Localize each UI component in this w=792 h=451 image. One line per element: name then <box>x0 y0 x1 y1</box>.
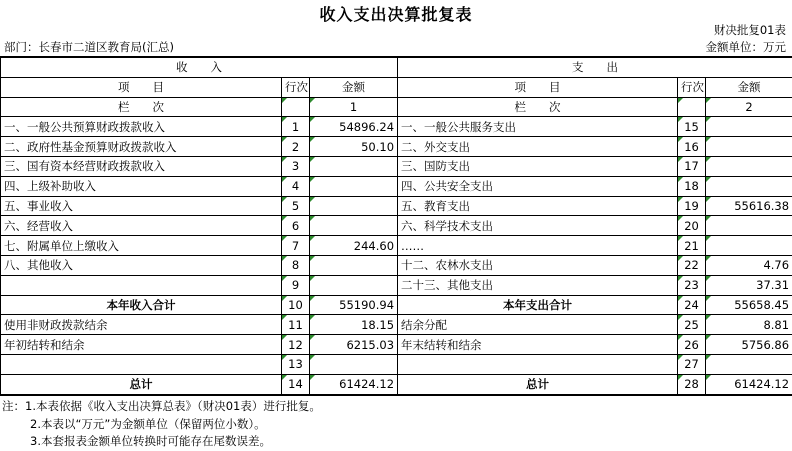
income-item-cell: 八、其他收入 <box>1 255 282 275</box>
expense-amount-cell: 55616.38 <box>706 196 792 216</box>
income-item-cell: 五、事业收入 <box>1 196 282 216</box>
table-row <box>1 315 792 335</box>
table-row <box>1 335 792 355</box>
expense-line-cell: 17 <box>678 156 706 176</box>
table-row <box>1 176 792 196</box>
table-row <box>1 216 792 236</box>
income-item-cell: 三、国有资本经营财政拨款收入 <box>1 156 282 176</box>
table-row <box>1 354 792 374</box>
income-amount-cell: 6215.03 <box>310 335 398 355</box>
expense-line-cell: 25 <box>678 315 706 335</box>
table-row <box>1 117 792 137</box>
department-label: 部门：长春市二道区教育局(汇总) <box>4 39 174 55</box>
expense-lan-label: 栏 次 <box>398 97 678 117</box>
income-line-cell: 11 <box>282 315 310 335</box>
income-lan-label: 栏 次 <box>1 97 282 117</box>
expense-amount-cell <box>706 117 792 137</box>
expense-amount-cell <box>706 156 792 176</box>
expense-line-cell: 28 <box>678 374 706 394</box>
table-row <box>1 295 792 315</box>
income-amount-cell: 54896.24 <box>310 117 398 137</box>
table-row <box>1 275 792 295</box>
expense-item-cell: 年末结转和结余 <box>398 335 678 355</box>
income-amount-cell: 244.60 <box>310 236 398 256</box>
income-item-cell: 六、经营收入 <box>1 216 282 236</box>
expense-item-header: 项 目 <box>398 77 678 97</box>
income-amount-cell <box>310 156 398 176</box>
note-3: 3.本套报表金额单位转换时可能存在尾数误差。 <box>2 433 321 451</box>
expense-item-cell: 四、公共安全支出 <box>398 176 678 196</box>
income-item-cell <box>1 275 282 295</box>
notes <box>2 398 321 451</box>
income-item-cell: 年初结转和结余 <box>1 335 282 355</box>
expense-item-cell: 结余分配 <box>398 315 678 335</box>
income-item-header: 项 目 <box>1 77 282 97</box>
income-item-cell <box>1 354 282 374</box>
income-line-cell: 6 <box>282 216 310 236</box>
expense-line-cell: 23 <box>678 275 706 295</box>
income-line-cell: 3 <box>282 156 310 176</box>
expense-item-cell <box>398 354 678 374</box>
budget-table <box>0 56 792 396</box>
income-amount-cell <box>310 255 398 275</box>
expense-item-cell: 总计 <box>398 374 678 394</box>
expense-amount-cell <box>706 137 792 157</box>
income-line-cell: 13 <box>282 354 310 374</box>
income-lan-blank <box>282 97 310 117</box>
expense-item-cell: 五、教育支出 <box>398 196 678 216</box>
expense-amount-cell: 5756.86 <box>706 335 792 355</box>
income-item-cell: 总计 <box>1 374 282 394</box>
expense-lan-blank <box>678 97 706 117</box>
income-line-cell: 9 <box>282 275 310 295</box>
expense-line-cell: 21 <box>678 236 706 256</box>
expense-amount-cell <box>706 176 792 196</box>
expense-line-cell: 20 <box>678 216 706 236</box>
expense-line-cell: 24 <box>678 295 706 315</box>
expense-item-cell: 二十三、其他支出 <box>398 275 678 295</box>
income-item-cell: 四、上级补助收入 <box>1 176 282 196</box>
income-item-cell: 本年收入合计 <box>1 295 282 315</box>
income-amount-cell <box>310 275 398 295</box>
table-row <box>1 196 792 216</box>
income-amount-cell <box>310 216 398 236</box>
expense-item-cell: 二、外交支出 <box>398 137 678 157</box>
income-line-cell: 5 <box>282 196 310 216</box>
income-amount-header: 金额 <box>310 77 398 97</box>
income-item-cell: 使用非财政拨款结余 <box>1 315 282 335</box>
expense-item-cell: 一、一般公共服务支出 <box>398 117 678 137</box>
expense-line-cell: 16 <box>678 137 706 157</box>
expense-line-cell: 26 <box>678 335 706 355</box>
expense-amount-cell: 8.81 <box>706 315 792 335</box>
table-row <box>1 255 792 275</box>
table-row <box>1 374 792 394</box>
table-row <box>1 156 792 176</box>
table-row <box>1 236 792 256</box>
form-number: 财决批复01表 <box>714 22 786 38</box>
expense-line-cell: 19 <box>678 196 706 216</box>
expense-amount-cell <box>706 354 792 374</box>
expense-amount-cell: 61424.12 <box>706 374 792 394</box>
income-section-header: 收 入 <box>1 57 398 77</box>
expense-amount-cell: 37.31 <box>706 275 792 295</box>
income-line-header: 行次 <box>282 77 310 97</box>
income-item-cell: 七、附属单位上缴收入 <box>1 236 282 256</box>
income-item-cell: 二、政府性基金预算财政拨款收入 <box>1 137 282 157</box>
expense-item-cell: 十二、农林水支出 <box>398 255 678 275</box>
expense-amount-cell: 4.76 <box>706 255 792 275</box>
income-col-number: 1 <box>310 97 398 117</box>
note-1: 注：1.本表依据《收入支出决算总表》（财决01表）进行批复。 <box>2 398 321 416</box>
income-line-cell: 8 <box>282 255 310 275</box>
table-row <box>1 137 792 157</box>
expense-amount-header: 金额 <box>706 77 792 97</box>
income-amount-cell <box>310 196 398 216</box>
expense-amount-cell <box>706 216 792 236</box>
expense-item-cell: …… <box>398 236 678 256</box>
unit-label: 金额单位：万元 <box>706 39 787 55</box>
income-line-cell: 7 <box>282 236 310 256</box>
expense-item-cell: 三、国防支出 <box>398 156 678 176</box>
expense-item-cell: 六、科学技术支出 <box>398 216 678 236</box>
income-amount-cell: 61424.12 <box>310 374 398 394</box>
expense-item-cell: 本年支出合计 <box>398 295 678 315</box>
income-amount-cell <box>310 176 398 196</box>
income-line-cell: 4 <box>282 176 310 196</box>
column-index-row <box>1 97 792 117</box>
income-amount-cell: 55190.94 <box>310 295 398 315</box>
column-header-row <box>1 77 792 97</box>
income-amount-cell: 50.10 <box>310 137 398 157</box>
expense-section-header: 支 出 <box>398 57 792 77</box>
expense-line-cell: 15 <box>678 117 706 137</box>
expense-line-cell: 22 <box>678 255 706 275</box>
income-item-cell: 一、一般公共预算财政拨款收入 <box>1 117 282 137</box>
report-title: 收入支出决算批复表 <box>0 2 792 25</box>
expense-line-cell: 18 <box>678 176 706 196</box>
income-amount-cell: 18.15 <box>310 315 398 335</box>
income-amount-cell <box>310 354 398 374</box>
income-line-cell: 10 <box>282 295 310 315</box>
income-line-cell: 14 <box>282 374 310 394</box>
expense-amount-cell: 55658.45 <box>706 295 792 315</box>
section-header-row <box>1 57 792 77</box>
income-line-cell: 1 <box>282 117 310 137</box>
expense-col-number: 2 <box>706 97 792 117</box>
income-line-cell: 2 <box>282 137 310 157</box>
income-line-cell: 12 <box>282 335 310 355</box>
expense-line-header: 行次 <box>678 77 706 97</box>
expense-line-cell: 27 <box>678 354 706 374</box>
expense-amount-cell <box>706 236 792 256</box>
note-2: 2.本表以“万元”为金额单位（保留两位小数）。 <box>2 416 321 434</box>
